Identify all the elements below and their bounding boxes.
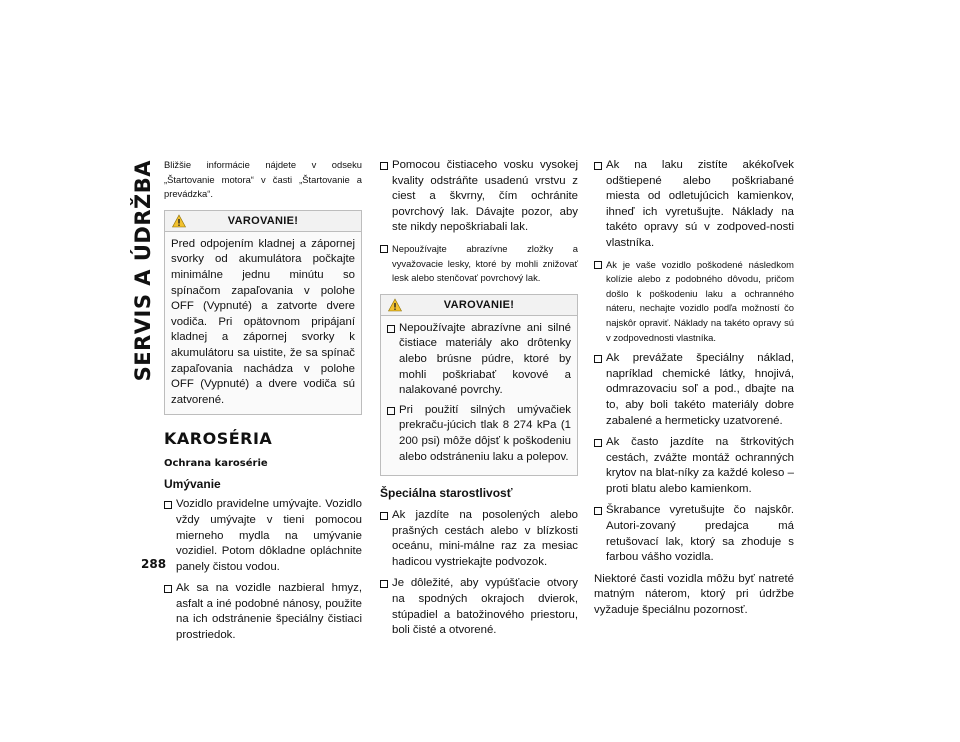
section-side-tab: SERVIS A ÚDRŽBA [131,160,155,382]
warning-text: Pred odpojením kladnej a zápornej svorky od akumulátora počkajte minimálne jednu minútu so spínačom zapaľovania v polohe OFF (Vypnuté) a zatvorte dvere vodiča. Pri opätovnom pripájaní kladnej a zápornej svorky k akumulátoru sa uistite, že sa spínač zapaľovania nachádza v polohe OFF (Vypnuté) a dvere vodiča sú zatvorené. [171,237,355,406]
collision-note-list [594,258,794,346]
checkbox-square-icon [594,261,602,269]
checkbox-square-icon [380,512,388,520]
list-item: Nepoužívajte abrazívne ani silné čistiace materiály ako drôtenky alebo brúsne púdre, ktoré by mohli poškriabať kovové a nalakované povrchy. [387,321,571,399]
list-item: Nepoužívajte abrazívne zložky a vyvažovacie lesky, ktoré by mohli znižovať lesk alebo stenčovať povrchový lak. [380,242,578,286]
wax-list [380,158,578,236]
special-care-list [380,508,578,639]
checkbox-square-icon [164,585,172,593]
paint-chip-list [594,158,794,252]
checkbox-square-icon [387,407,395,415]
checkbox-square-icon [594,439,602,447]
checkbox-square-icon [164,501,172,509]
abrasive-note-list [380,242,578,286]
checkbox-square-icon [387,325,395,333]
section-heading: KAROSÉRIA [164,429,273,449]
list-item: Ak často jazdíte na štrkovitých cestách, zvážte montáž ochranných krytov na blat-níky za každé koleso – proti blatu alebo kamienkom. [594,435,794,497]
checkbox-square-icon [380,580,388,588]
list-item: Ak na laku zistíte akékoľvek odštiepené alebo poškriabané miesta od odletujúcich kamienkov, ihneď ich vyretušujte. Náklady na takéto opravy sú v zodpoved-nosti vlastníka. [594,158,794,252]
closing-paragraph: Niektoré časti vozidla môžu byť natreté matným náterom, ktorý pri údržbe vyžaduje špeciálnu pozornosť. [594,572,794,617]
column-3 [594,158,794,619]
list-item: Vozidlo pravidelne umývajte. Vozidlo vždy umývajte v tieni pomocou mierneho mydla na umývanie vozidiel. Potom dôkladne opláchnite panely čistou vodou. [164,497,362,575]
washing-heading: Umývanie [164,477,221,492]
warning-triangle-icon [172,214,186,228]
warning-box-cleaning [380,294,578,476]
page-number: 288 [141,557,167,571]
warning-header [381,295,577,316]
list-item: Ak je vaše vozidlo poškodené následkom kolízie alebo z podobného dôvodu, pričom došlo k poškodeniu laku a ochranného náteru, nechajte vozidlo podľa možností čo najskôr opraviť. Náklady na takéto opravy sú v zodpovednosti vlastníka. [594,258,794,346]
warning-title: VAROVANIE! [227,214,299,227]
special-care-heading: Špeciálna starostlivosť [380,486,513,501]
warning-box-battery [164,210,362,416]
warning-list [387,321,571,465]
list-item: Ak sa na vozidle nazbieral hmyz, asfalt a iné podobné nánosy, použite na ich odstránenie špeciálny čistiaci prostriedok. [164,581,362,643]
warning-header [165,211,361,232]
subsection-heading: Ochrana karosérie [164,458,268,470]
list-item: Pomocou čistiaceho vosku vysokej kvality odstráňte usadenú vrstvu z ciest a škvrny, čím ochránite povrchový lak. Dávajte pozor, aby ste nikdy nepoškriabali lak. [380,158,578,236]
checkbox-square-icon [594,355,602,363]
checkbox-square-icon [380,245,388,253]
checkbox-square-icon [594,162,602,170]
intro-text: Bližšie informácie nájdete v odseku „Štartovanie motora“ v časti „Štartovanie a prevádzka“. [164,159,362,200]
list-item: Je dôležité, aby vypúšťacie otvory na spodných okrajoch dvierok, stúpadiel a batožinového priestoru, boli čisté a otvorené. [380,576,578,638]
list-item: Pri použití silných umývačiek prekraču-júcich tlak 8 274 kPa (1 200 psi) môže dôjsť k poškodeniu alebo odstráneniu laku a polepov. [387,403,571,465]
checkbox-square-icon [380,162,388,170]
list-item: Škrabance vyretušujte čo najskôr. Autori-zovaný predajca má retušovací lak, ktorý sa zhoduje s farbou vášho vozidla. [594,503,794,565]
warning-title: VAROVANIE! [443,298,515,311]
column-1 [164,158,362,650]
list-item: Ak jazdíte na posolených alebo prašných cestách alebo v blízkosti oceánu, mini-málne raz za mesiac hadicou vystriekajte podvozok. [380,508,578,570]
warning-triangle-icon [388,298,402,312]
care-tips-list [594,351,794,566]
checkbox-square-icon [594,507,602,515]
list-item: Ak prevážate špeciálny náklad, napríklad chemické látky, hnojivá, odmrazovaciu soľ a pod., dbajte na to, aby boli takéto materiály dobre zabalené a hermeticky uzatvorené. [594,351,794,429]
column-2 [380,158,578,645]
washing-list [164,497,362,643]
